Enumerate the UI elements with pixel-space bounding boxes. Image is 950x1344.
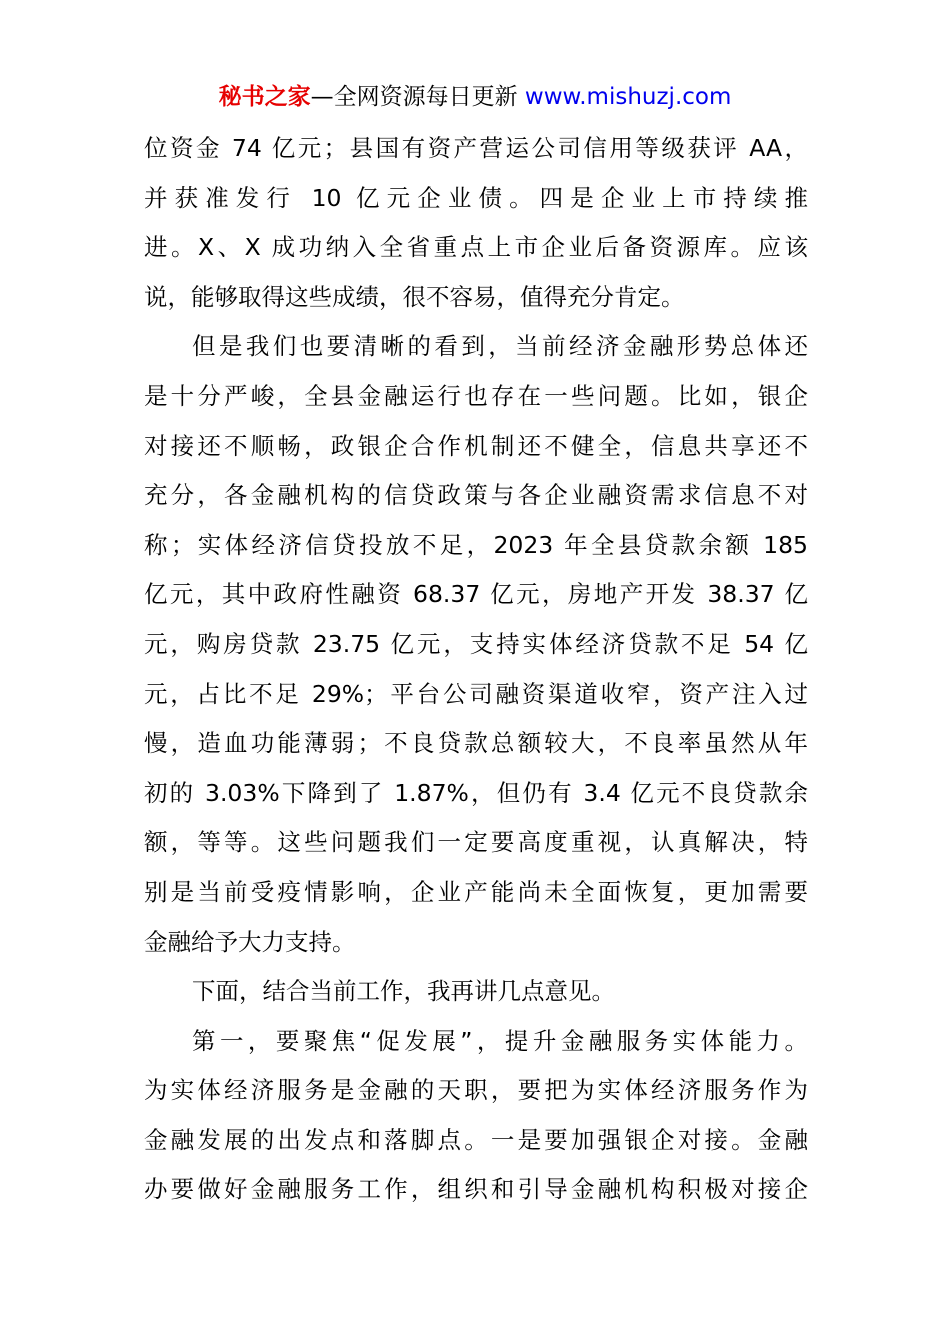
text-line: 元，购房贷款 23.75 亿元，支持实体经济贷款不足 54 亿 <box>144 629 808 658</box>
text-line: 下面，结合当前工作，我再讲几点意见。 <box>192 977 615 1006</box>
text-line: 为实体经济服务是金融的天职，要把为实体经济服务作为 <box>144 1076 808 1105</box>
text-line: 但是我们也要清晰的看到，当前经济金融形势总体还 <box>192 332 808 361</box>
text-line: 别是当前受疫情影响，企业产能尚未全面恢复，更加需要 <box>144 877 808 906</box>
text-line: 慢，造血功能薄弱；不良贷款总额较大，不良率虽然从年 <box>144 729 808 758</box>
text-line: 金融给予大力支持。 <box>144 927 356 956</box>
page-header <box>0 80 950 114</box>
brand-name: 秘书之家 <box>218 84 311 110</box>
text-line: 并获准发行 10 亿元企业债。四是企业上市持续推 <box>144 183 808 212</box>
text-line: 办要做好金融服务工作，组织和引导金融机构积极对接企 <box>144 1175 808 1204</box>
site-url-link[interactable]: www.mishuzj.com <box>524 84 732 110</box>
text-line: 元，占比不足 29%；平台公司融资渠道收窄，资产注入过 <box>144 679 808 708</box>
text-line: 位资金 74 亿元；县国有资产营运公司信用等级获评 AA， <box>144 134 808 162</box>
document-body <box>144 124 808 1215</box>
section-heading-line: 第一，要聚焦“促发展”，提升金融服务实体能力。 <box>192 1026 808 1055</box>
text-line: 充分，各金融机构的信贷政策与各企业融资需求信息不对 <box>144 481 808 510</box>
text-line: 进。X、X 成功纳入全省重点上市企业后备资源库。应该 <box>144 233 808 262</box>
text-line: 对接还不顺畅，政银企合作机制还不健全，信息共享还不 <box>144 431 808 460</box>
text-line: 额，等等。这些问题我们一定要高度重视，认真解决，特 <box>144 828 808 857</box>
text-line: 说，能够取得这些成绩，很不容易，值得充分肯定。 <box>144 282 685 311</box>
text-line: 亿元，其中政府性融资 68.37 亿元，房地产开发 38.37 亿 <box>144 580 808 609</box>
header-tagline: —全网资源每日更新 <box>310 84 525 110</box>
text-line: 金融发展的出发点和落脚点。一是要加强银企对接。金融 <box>144 1125 808 1154</box>
text-line: 初的 3.03%下降到了 1.87%，但仍有 3.4 亿元不良贷款余 <box>144 778 808 807</box>
text-line: 是十分严峻，全县金融运行也存在一些问题。比如，银企 <box>144 381 808 410</box>
text-line: 称；实体经济信贷投放不足，2023 年全县贷款余额 185 <box>144 530 808 559</box>
